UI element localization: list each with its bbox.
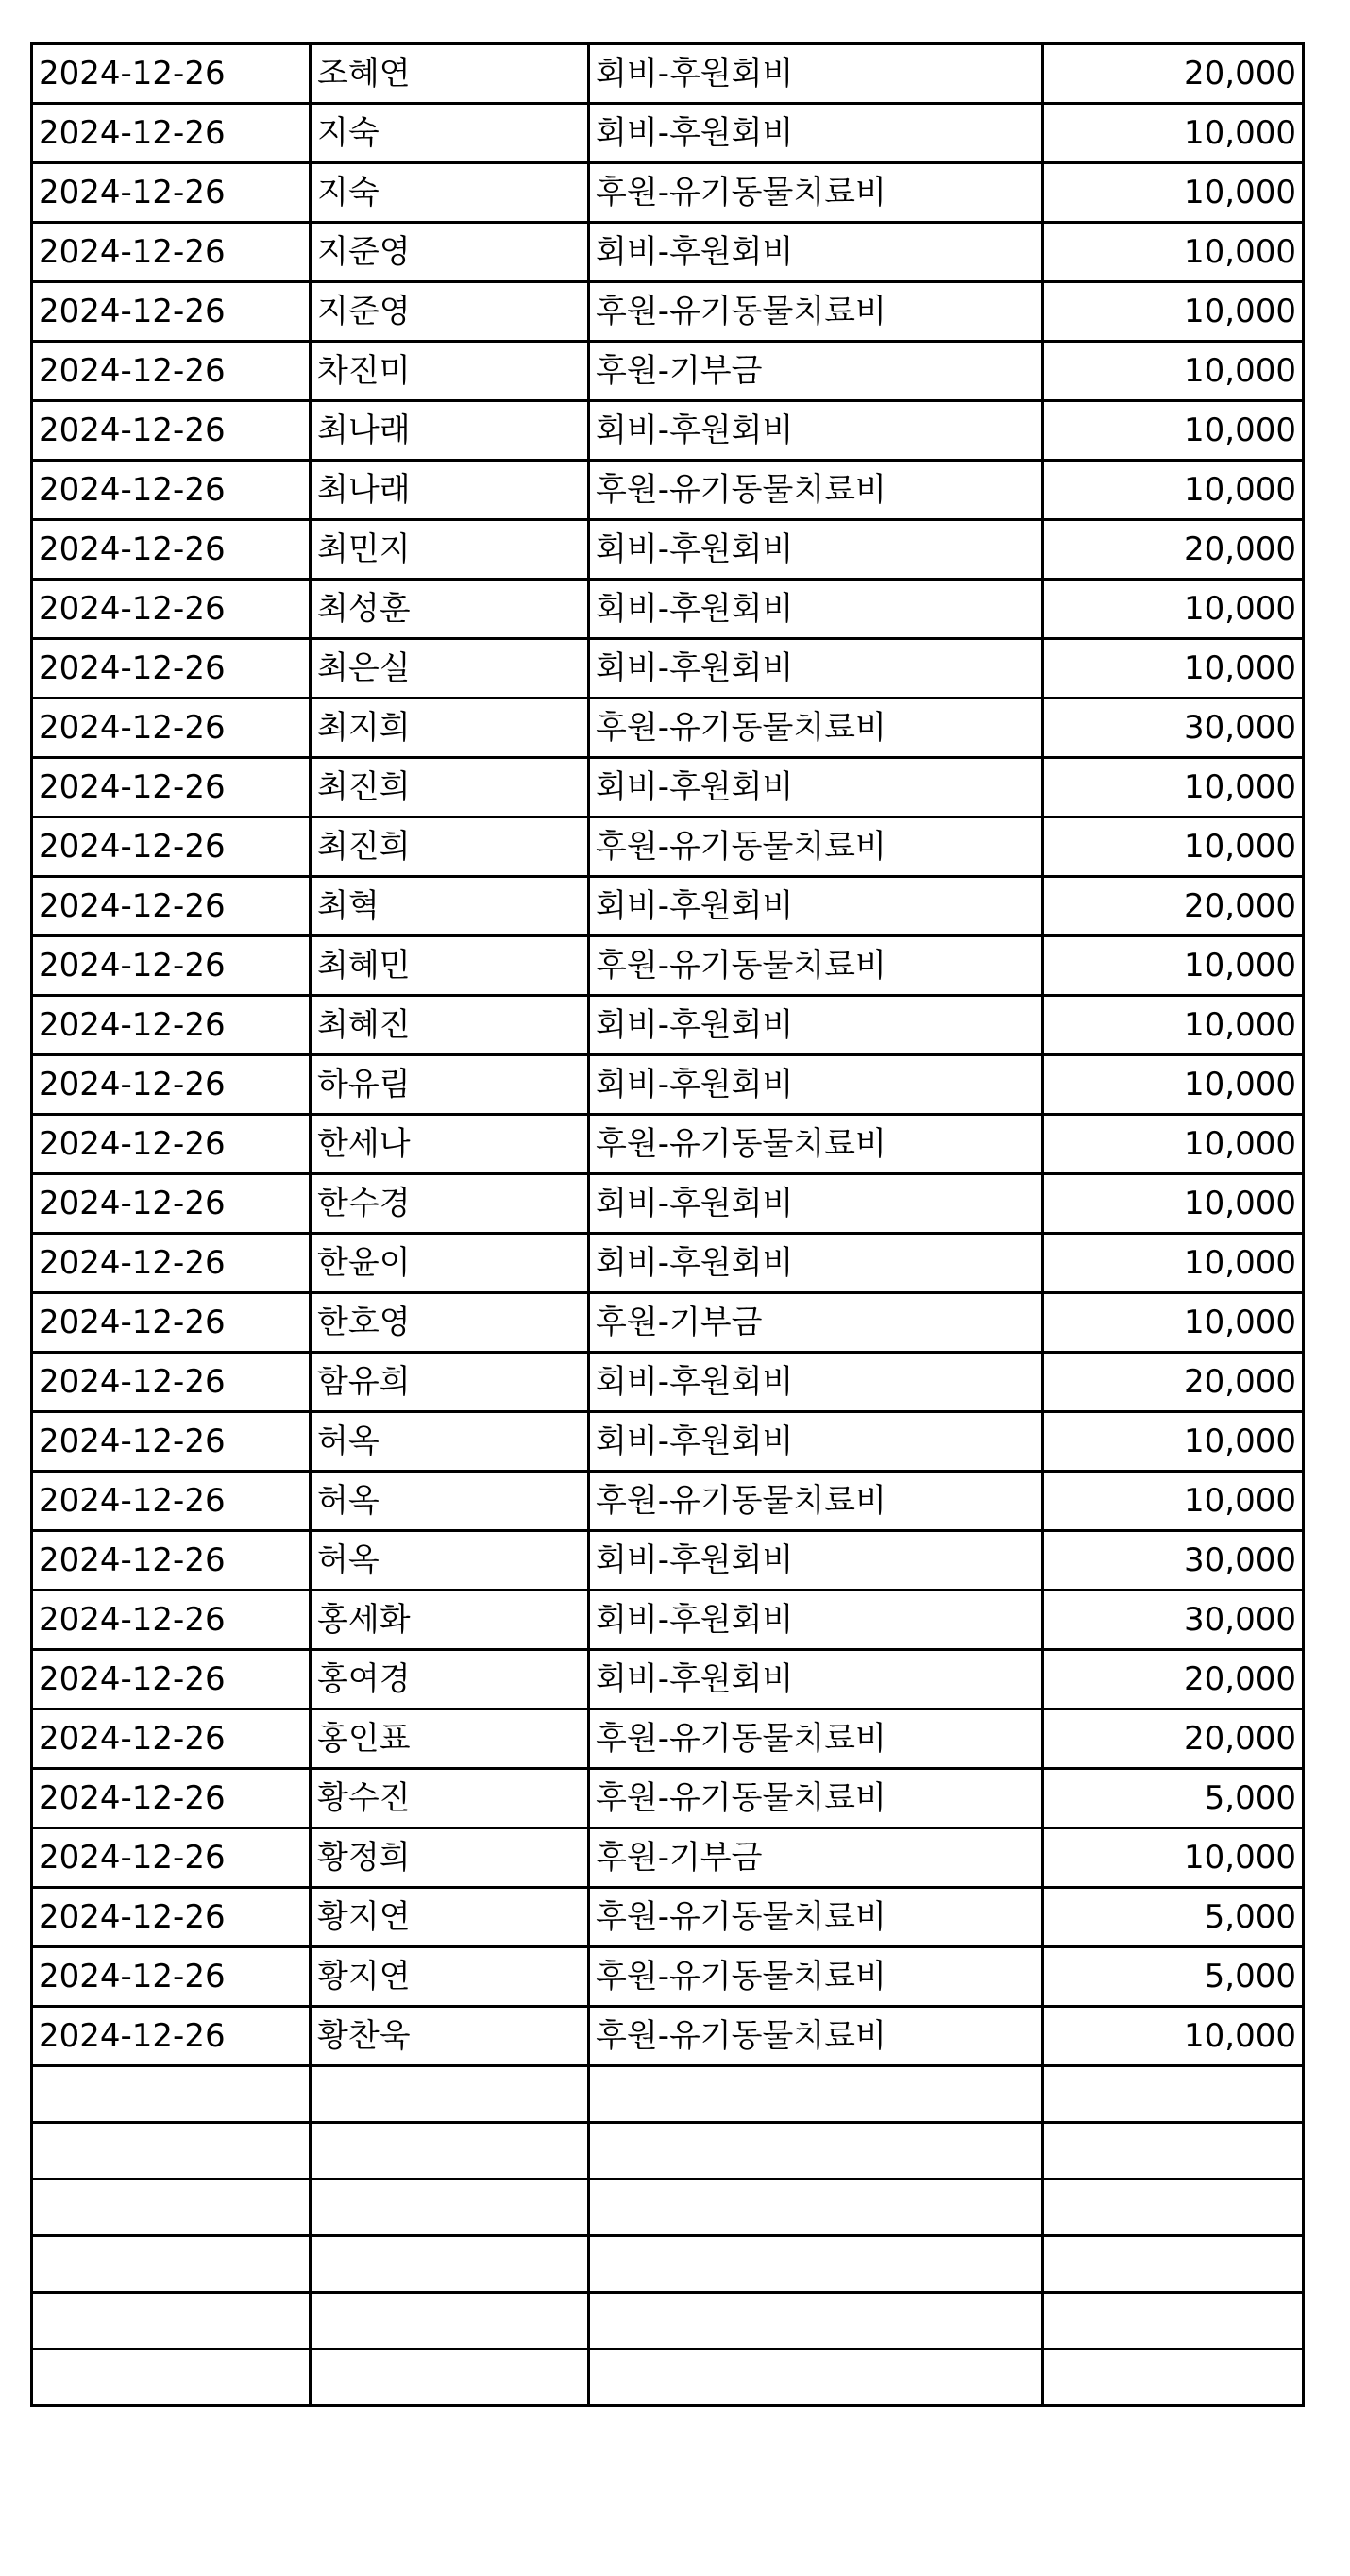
date-cell: 2024-12-26: [32, 401, 311, 461]
category-cell: 후원-유기동물치료비: [589, 1769, 1043, 1828]
category-cell: 후원-유기동물치료비: [589, 936, 1043, 996]
amount-cell: 20,000: [1043, 877, 1304, 936]
date-cell: 2024-12-26: [32, 1947, 311, 2007]
category-cell: 회비-후원회비: [589, 44, 1043, 104]
amount-cell: 10,000: [1043, 817, 1304, 877]
table-row: [32, 1531, 1304, 1591]
amount-cell: 20,000: [1043, 1650, 1304, 1709]
name-cell: 최성훈: [311, 580, 589, 639]
name-cell: [311, 2180, 589, 2236]
name-cell: 지준영: [311, 223, 589, 282]
date-cell: [32, 2349, 311, 2406]
category-cell: [589, 2123, 1043, 2180]
name-cell: 최혜진: [311, 996, 589, 1055]
table-row: [32, 936, 1304, 996]
name-cell: [311, 2236, 589, 2293]
table-row: [32, 2007, 1304, 2066]
date-cell: 2024-12-26: [32, 1412, 311, 1472]
amount-cell: 20,000: [1043, 1353, 1304, 1412]
table-row: [32, 163, 1304, 223]
name-cell: [311, 2349, 589, 2406]
name-cell: 최나래: [311, 461, 589, 520]
name-cell: 허옥: [311, 1531, 589, 1591]
table-row: [32, 223, 1304, 282]
category-cell: [589, 2236, 1043, 2293]
amount-cell: 5,000: [1043, 1888, 1304, 1947]
date-cell: 2024-12-26: [32, 1174, 311, 1234]
table-row: [32, 1412, 1304, 1472]
category-cell: 회비-후원회비: [589, 758, 1043, 817]
name-cell: 황지연: [311, 1947, 589, 2007]
table-row: [32, 1769, 1304, 1828]
amount-cell: 10,000: [1043, 2007, 1304, 2066]
category-cell: 회비-후원회비: [589, 580, 1043, 639]
amount-cell: 10,000: [1043, 936, 1304, 996]
date-cell: [32, 2066, 311, 2123]
donation-ledger-table: [30, 42, 1305, 2407]
date-cell: 2024-12-26: [32, 163, 311, 223]
name-cell: 홍세화: [311, 1591, 589, 1650]
date-cell: 2024-12-26: [32, 1353, 311, 1412]
table-row: [32, 1353, 1304, 1412]
name-cell: 황찬욱: [311, 2007, 589, 2066]
table-row: [32, 2123, 1304, 2180]
date-cell: 2024-12-26: [32, 223, 311, 282]
category-cell: 회비-후원회비: [589, 1650, 1043, 1709]
name-cell: 최혁: [311, 877, 589, 936]
date-cell: 2024-12-26: [32, 877, 311, 936]
category-cell: 회비-후원회비: [589, 639, 1043, 699]
category-cell: 회비-후원회비: [589, 1174, 1043, 1234]
category-cell: [589, 2349, 1043, 2406]
amount-cell: 10,000: [1043, 1055, 1304, 1115]
category-cell: 회비-후원회비: [589, 1412, 1043, 1472]
amount-cell: 30,000: [1043, 699, 1304, 758]
amount-cell: 5,000: [1043, 1769, 1304, 1828]
table-row: [32, 520, 1304, 580]
amount-cell: 10,000: [1043, 163, 1304, 223]
date-cell: 2024-12-26: [32, 1293, 311, 1353]
amount-cell: [1043, 2349, 1304, 2406]
date-cell: 2024-12-26: [32, 342, 311, 401]
table-row: [32, 1888, 1304, 1947]
name-cell: 황지연: [311, 1888, 589, 1947]
date-cell: [32, 2180, 311, 2236]
table-row: [32, 817, 1304, 877]
name-cell: 한윤이: [311, 1234, 589, 1293]
table-row: [32, 1591, 1304, 1650]
category-cell: 회비-후원회비: [589, 1055, 1043, 1115]
amount-cell: 10,000: [1043, 1472, 1304, 1531]
category-cell: 회비-후원회비: [589, 1353, 1043, 1412]
name-cell: 최진희: [311, 758, 589, 817]
date-cell: 2024-12-26: [32, 44, 311, 104]
amount-cell: 10,000: [1043, 1293, 1304, 1353]
name-cell: [311, 2293, 589, 2349]
ledger-body: [32, 44, 1304, 2406]
table-row: [32, 1234, 1304, 1293]
name-cell: 한수경: [311, 1174, 589, 1234]
name-cell: 조혜연: [311, 44, 589, 104]
date-cell: [32, 2293, 311, 2349]
amount-cell: 10,000: [1043, 1234, 1304, 1293]
category-cell: 회비-후원회비: [589, 1591, 1043, 1650]
table-row: [32, 996, 1304, 1055]
amount-cell: 10,000: [1043, 996, 1304, 1055]
name-cell: 최혜민: [311, 936, 589, 996]
date-cell: 2024-12-26: [32, 580, 311, 639]
date-cell: 2024-12-26: [32, 1769, 311, 1828]
category-cell: 회비-후원회비: [589, 996, 1043, 1055]
date-cell: [32, 2236, 311, 2293]
table-row: [32, 1828, 1304, 1888]
category-cell: 후원-기부금: [589, 1828, 1043, 1888]
category-cell: 회비-후원회비: [589, 1531, 1043, 1591]
date-cell: 2024-12-26: [32, 758, 311, 817]
date-cell: 2024-12-26: [32, 104, 311, 163]
date-cell: 2024-12-26: [32, 520, 311, 580]
category-cell: 회비-후원회비: [589, 1234, 1043, 1293]
name-cell: 최은실: [311, 639, 589, 699]
name-cell: 지숙: [311, 163, 589, 223]
category-cell: 회비-후원회비: [589, 877, 1043, 936]
amount-cell: 10,000: [1043, 1174, 1304, 1234]
date-cell: 2024-12-26: [32, 699, 311, 758]
category-cell: 회비-후원회비: [589, 223, 1043, 282]
date-cell: 2024-12-26: [32, 1709, 311, 1769]
name-cell: 최나래: [311, 401, 589, 461]
amount-cell: 10,000: [1043, 758, 1304, 817]
table-row: [32, 877, 1304, 936]
category-cell: 후원-유기동물치료비: [589, 1472, 1043, 1531]
table-row: [32, 2293, 1304, 2349]
name-cell: 최민지: [311, 520, 589, 580]
amount-cell: [1043, 2293, 1304, 2349]
name-cell: [311, 2123, 589, 2180]
date-cell: 2024-12-26: [32, 1828, 311, 1888]
name-cell: 지준영: [311, 282, 589, 342]
amount-cell: 20,000: [1043, 44, 1304, 104]
table-row: [32, 639, 1304, 699]
category-cell: 후원-유기동물치료비: [589, 1115, 1043, 1174]
table-row: [32, 2180, 1304, 2236]
date-cell: [32, 2123, 311, 2180]
table-row: [32, 401, 1304, 461]
name-cell: 홍인표: [311, 1709, 589, 1769]
name-cell: 최지희: [311, 699, 589, 758]
category-cell: [589, 2066, 1043, 2123]
amount-cell: 5,000: [1043, 1947, 1304, 2007]
table-row: [32, 1650, 1304, 1709]
category-cell: 회비-후원회비: [589, 104, 1043, 163]
amount-cell: 10,000: [1043, 639, 1304, 699]
category-cell: [589, 2293, 1043, 2349]
table-row: [32, 461, 1304, 520]
category-cell: 후원-유기동물치료비: [589, 699, 1043, 758]
amount-cell: 10,000: [1043, 461, 1304, 520]
name-cell: 하유림: [311, 1055, 589, 1115]
name-cell: 함유희: [311, 1353, 589, 1412]
table-row: [32, 44, 1304, 104]
date-cell: 2024-12-26: [32, 1055, 311, 1115]
category-cell: 후원-기부금: [589, 1293, 1043, 1353]
name-cell: 차진미: [311, 342, 589, 401]
date-cell: 2024-12-26: [32, 817, 311, 877]
date-cell: 2024-12-26: [32, 1531, 311, 1591]
amount-cell: 10,000: [1043, 580, 1304, 639]
table-row: [32, 1472, 1304, 1531]
amount-cell: 10,000: [1043, 223, 1304, 282]
table-row: [32, 1055, 1304, 1115]
category-cell: 후원-유기동물치료비: [589, 282, 1043, 342]
table-row: [32, 1293, 1304, 1353]
amount-cell: 10,000: [1043, 282, 1304, 342]
table-row: [32, 104, 1304, 163]
amount-cell: [1043, 2236, 1304, 2293]
table-row: [32, 2349, 1304, 2406]
table-row: [32, 699, 1304, 758]
name-cell: 황수진: [311, 1769, 589, 1828]
table-row: [32, 1115, 1304, 1174]
date-cell: 2024-12-26: [32, 996, 311, 1055]
amount-cell: [1043, 2066, 1304, 2123]
date-cell: 2024-12-26: [32, 1650, 311, 1709]
category-cell: 회비-후원회비: [589, 401, 1043, 461]
table-row: [32, 2066, 1304, 2123]
date-cell: 2024-12-26: [32, 936, 311, 996]
amount-cell: 10,000: [1043, 1828, 1304, 1888]
name-cell: 지숙: [311, 104, 589, 163]
table-row: [32, 1947, 1304, 2007]
amount-cell: [1043, 2180, 1304, 2236]
table-row: [32, 282, 1304, 342]
amount-cell: 20,000: [1043, 520, 1304, 580]
name-cell: 허옥: [311, 1412, 589, 1472]
date-cell: 2024-12-26: [32, 1234, 311, 1293]
amount-cell: 10,000: [1043, 1115, 1304, 1174]
table-row: [32, 342, 1304, 401]
date-cell: 2024-12-26: [32, 461, 311, 520]
amount-cell: 10,000: [1043, 104, 1304, 163]
table-row: [32, 580, 1304, 639]
amount-cell: 10,000: [1043, 342, 1304, 401]
category-cell: 후원-유기동물치료비: [589, 2007, 1043, 2066]
date-cell: 2024-12-26: [32, 1472, 311, 1531]
name-cell: 황정희: [311, 1828, 589, 1888]
category-cell: 후원-유기동물치료비: [589, 1709, 1043, 1769]
category-cell: [589, 2180, 1043, 2236]
name-cell: 한호영: [311, 1293, 589, 1353]
category-cell: 후원-기부금: [589, 342, 1043, 401]
amount-cell: 10,000: [1043, 401, 1304, 461]
date-cell: 2024-12-26: [32, 2007, 311, 2066]
category-cell: 회비-후원회비: [589, 520, 1043, 580]
amount-cell: 20,000: [1043, 1709, 1304, 1769]
amount-cell: 10,000: [1043, 1412, 1304, 1472]
amount-cell: [1043, 2123, 1304, 2180]
category-cell: 후원-유기동물치료비: [589, 1947, 1043, 2007]
amount-cell: 30,000: [1043, 1531, 1304, 1591]
date-cell: 2024-12-26: [32, 282, 311, 342]
name-cell: [311, 2066, 589, 2123]
date-cell: 2024-12-26: [32, 1888, 311, 1947]
table-row: [32, 1709, 1304, 1769]
category-cell: 후원-유기동물치료비: [589, 817, 1043, 877]
category-cell: 후원-유기동물치료비: [589, 461, 1043, 520]
name-cell: 최진희: [311, 817, 589, 877]
table-row: [32, 758, 1304, 817]
category-cell: 후원-유기동물치료비: [589, 163, 1043, 223]
name-cell: 한세나: [311, 1115, 589, 1174]
name-cell: 홍여경: [311, 1650, 589, 1709]
date-cell: 2024-12-26: [32, 639, 311, 699]
date-cell: 2024-12-26: [32, 1115, 311, 1174]
date-cell: 2024-12-26: [32, 1591, 311, 1650]
amount-cell: 30,000: [1043, 1591, 1304, 1650]
table-row: [32, 2236, 1304, 2293]
category-cell: 후원-유기동물치료비: [589, 1888, 1043, 1947]
name-cell: 허옥: [311, 1472, 589, 1531]
table-row: [32, 1174, 1304, 1234]
